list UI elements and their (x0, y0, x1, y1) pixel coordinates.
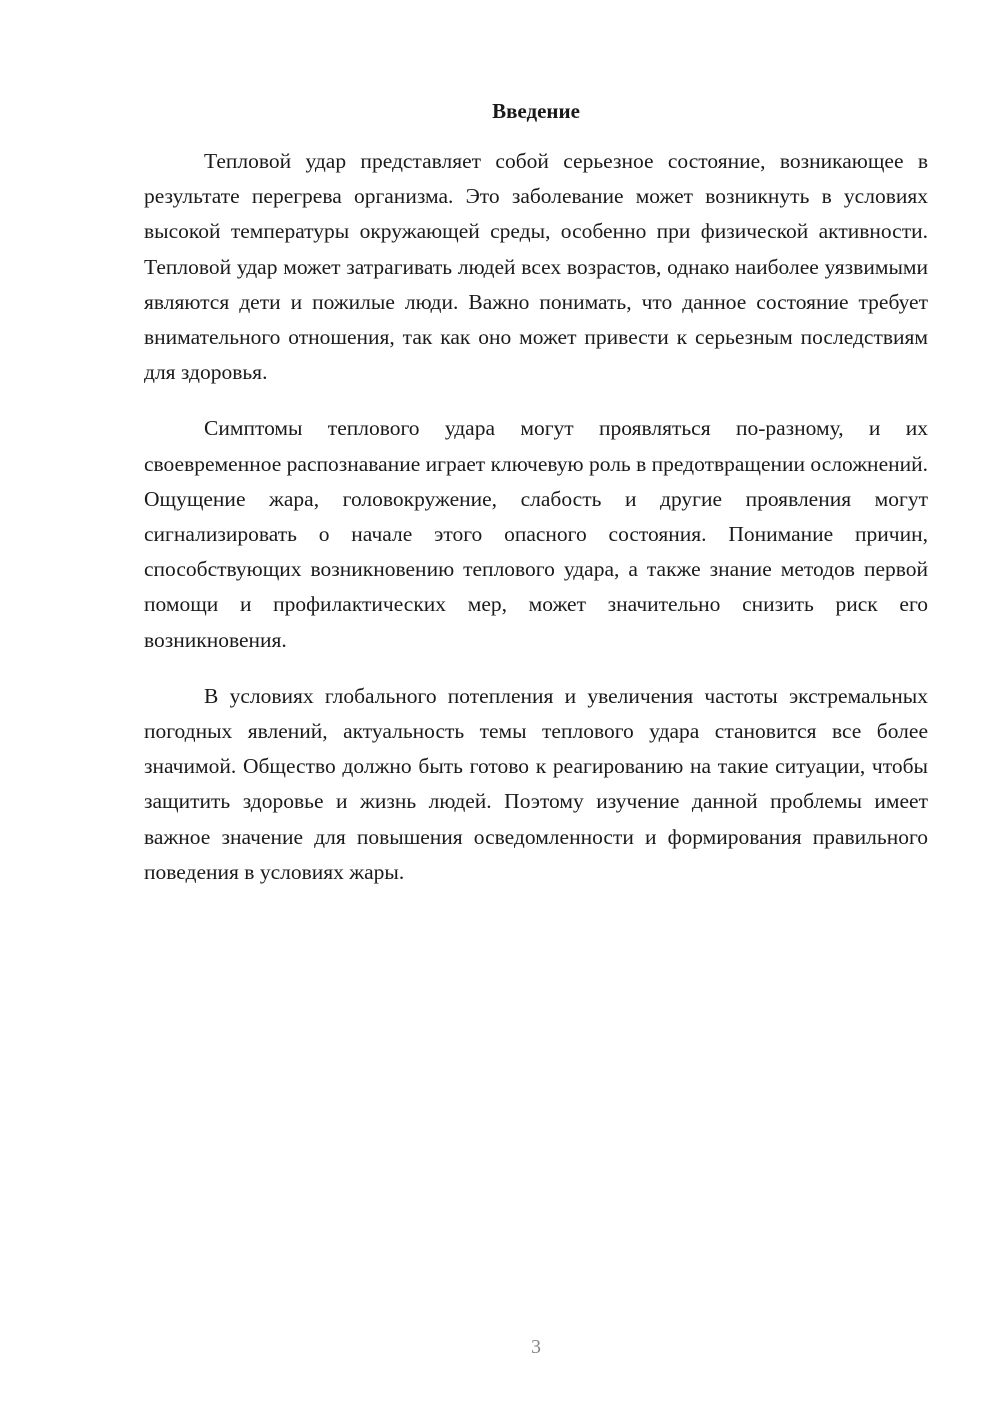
section-title: Введение (492, 99, 580, 123)
paragraph-3: В условиях глобального потепления и увеличения частоты экстремальных погодных явлений, актуальность темы теплового удара становится все более значимой. Общество должно быть готово к реагированию на такие ситуации, чтобы защитить здоровье и жизнь людей. Поэтому изучение данной проблемы имеет важное значение для повышения осведомленности и формирования правильного поведения в условиях жары. (144, 683, 928, 884)
body-text (144, 144, 928, 911)
page-number: 3 (531, 1336, 541, 1358)
paragraph-2: Симптомы теплового удара могут проявляться по-разному, и их своевременное распознавание играет ключевую роль в предотвращении осложнений. Ощущение жара, головокружение, слабость и другие проявления могут сигнализировать о начале этого опасного состояния. Понимание причин, способствующих возникновению теплового удара, а также знание методов первой помощи и профилактических мер, может значительно снизить риск его возникновения. (144, 416, 928, 652)
paragraph-1: Тепловой удар представляет собой серьезное состояние, возникающее в результате перегрева организма. Это заболевание может возникнуть в условиях высокой температуры окружающей среды, особенно при физической активности. Тепловой удар может затрагивать людей всех возрастов, однако наиболее уязвимыми являются дети и пожилые люди. Важно понимать, что данное состояние требует внимательного отношения, так как оно может привести к серьезным последствиям для здоровья. (144, 149, 928, 385)
